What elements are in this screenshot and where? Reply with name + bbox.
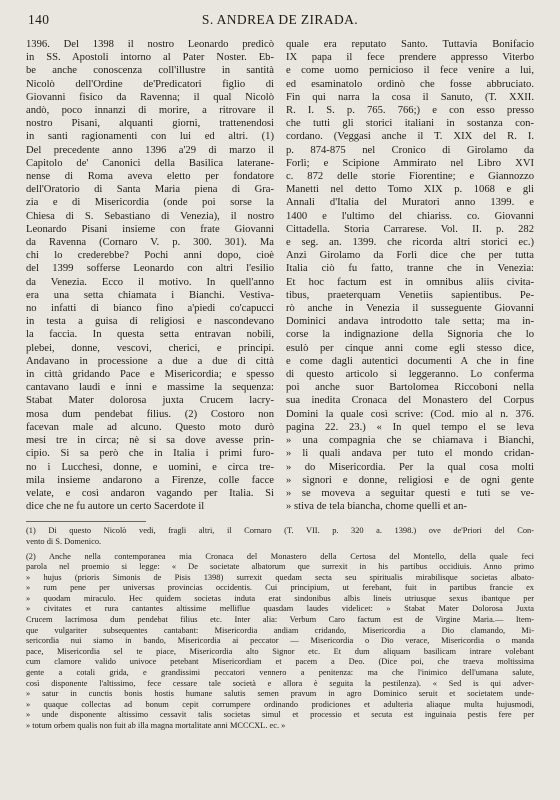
right-column-line: cordano. (Veggasi anche il T. XIX del R. I. bbox=[286, 131, 534, 143]
left-column-line: era una setta chiamata i Bianchi. Vestiva- bbox=[26, 289, 274, 301]
right-column-line: tibus, praeterquam Venetiis sapientibus. Pe- bbox=[286, 289, 534, 301]
left-column-line: la faccia. In questa setta entravan nobili, bbox=[26, 329, 274, 341]
right-column-line: IX papa il fece prendere appresso Viterbo bbox=[286, 52, 534, 64]
left-column-line: Stabat Mater dolorosa juxta Crucem lacry- bbox=[26, 395, 274, 407]
left-column-line: zia e di Misericordia (onde poi sorse la bbox=[26, 197, 274, 209]
right-column-line: e come dagli autentici documenti A che in fine bbox=[286, 355, 534, 367]
text-columns bbox=[26, 38, 534, 513]
footnote-line: (1) Di questo Nicolò vedi, fragli altri, il Cornaro (T. VII. p. 320 a. 1398.) ove de'Priori del Con- bbox=[26, 526, 534, 536]
footnote-line: pace, Misericordia sel te piace, Misericordia alto Signor etc. Et dum aliquam basilicam intrare volebant bbox=[26, 646, 534, 656]
right-column-line: Et hoc factum est in omnibus aliis civita- bbox=[286, 276, 534, 288]
right-column-line: Manetti nel detto Tomo XIX p. 1068 e gli bbox=[286, 184, 534, 196]
left-column-line: dell'Oratorio di Santa Maria piena di Gra- bbox=[26, 184, 274, 196]
left-column-line: cantavano laudi e inni e massime la sequenza: bbox=[26, 382, 274, 394]
right-column-line: Domini la quale così scrive: (Cod. mio al n. 376. bbox=[286, 408, 534, 420]
footnote-line: » unde disponente altissimo cessavit talis societas simul et processio et secuta est inguinaia pestis fere per bbox=[26, 710, 534, 720]
left-column-line: da Ravenna (Cornaro V. p. 300. 301). Ma bbox=[26, 237, 274, 249]
right-column-line: ed esaminatolo ordinò che fosse abbruciato. bbox=[286, 78, 534, 90]
left-column-line: 1396. Del 1398 il nostro Leonardo predicò bbox=[26, 39, 274, 50]
left-column-line: in testa a guisa di religiosi e nascondevano bbox=[26, 316, 274, 328]
footnote-line: parola nel proemio si legge: « De societate albatorum que surrexit in his partibus occidiuis. Anno primo bbox=[26, 562, 534, 572]
left-column-line: Capitolo de' Canonici della Basilica laterane- bbox=[26, 157, 274, 169]
left-column-line: del 1399 sofferse Leonardo con altri l'esilio bbox=[26, 263, 274, 275]
footnote-2 bbox=[26, 552, 534, 732]
right-column-line: e come uomo pernicioso il fece venire a lui, bbox=[286, 65, 534, 77]
footnote-line: così disponente l'altissimo, fece cessare tale società e allora è seguita la pestilenza). « Sed is qui adver- bbox=[26, 678, 534, 688]
left-column-line: cipio. Si sa però che in Italia i primi furo- bbox=[26, 448, 274, 460]
left-column-line: da Venezia. Ecco il motivo. In quell'anno bbox=[26, 276, 274, 288]
right-column-line: sua inedita Cronaca del Monastero del Corpus bbox=[286, 395, 534, 407]
left-column-line: be anche conoscenza coll'illustre in santità bbox=[26, 65, 274, 77]
left-column-line: in città gridando Pace e Misericordia; e spesso bbox=[26, 369, 274, 381]
left-column-line: no i Lucchesi, donne, e uomini, e circa tre- bbox=[26, 461, 274, 473]
footnote-line: » rum pene per universas provincias occidentis. Cui principium, ut ferebant, fuit in partibus francie ex bbox=[26, 583, 534, 593]
footnotes bbox=[26, 526, 534, 731]
footnote-line: sericordia nui siamo in bando, Misericordia ai peccator — Misericordia o Dio verace, Misericordia o manda bbox=[26, 636, 534, 646]
right-column-line: e seg. an. 1399. che ricorda altri storici ec.) bbox=[286, 237, 534, 249]
left-column-line: velate, e così andaron vagando per Italia. Si bbox=[26, 487, 274, 499]
left-column-line: Nicolò dell'Ordine de'Predicatori figlio di bbox=[26, 78, 274, 90]
left-column-line: chi lo crederebbe? Pochi anni dopo, cioè bbox=[26, 250, 274, 262]
footnote-line: que vulgariter subsequentes cantabant: Misericordia andiam cridando, Misericordia a Dio clamando, Mi- bbox=[26, 625, 534, 635]
right-column-line: di questo articolo si leggeranno. Lo conferma bbox=[286, 369, 534, 381]
left-column bbox=[26, 38, 274, 513]
right-column-line: R. I. S. p. 765. 766;) e con esso presso bbox=[286, 105, 534, 117]
right-column-line: p. 874-875 nel Cronico di Girolamo da bbox=[286, 144, 534, 156]
running-head bbox=[26, 10, 534, 32]
left-column-line: in SS. Apostoli intorno al Pater Noster. Eb- bbox=[26, 52, 274, 64]
footnote-line: » hujus (prioris Simonis de Pisis 1398) surrexit quedam secta seu spiritualis mirabilisque societas albato- bbox=[26, 572, 534, 582]
page-number: 140 bbox=[28, 12, 50, 27]
right-column-line: Anzi Girolamo da Forlì dice che per tutta bbox=[286, 250, 534, 262]
right-column-line: quale era reputato Santo. Tuttavia Bonifacio bbox=[286, 39, 534, 50]
right-column-line: Annali d'Italia del Muratori anno 1399. e bbox=[286, 197, 534, 209]
footnote-line: » totum orbem qualis non fuit ab illa magna mortalitate anni MCCCXL. ec. » bbox=[26, 721, 286, 730]
left-column-line: Chiesa di S. Sebastiano di Venezia), il nostro bbox=[26, 210, 274, 222]
right-column-line: Cittadella. Storia Carrarese. Vol. II. p. 282 bbox=[286, 223, 534, 235]
left-column-line: nense di Roma aveva eletto per fondatore bbox=[26, 171, 274, 183]
left-column-line: mosa dum pendebat filius. (2) Costoro non bbox=[26, 408, 274, 420]
right-column-line: Italia ciò fu fatto, tranne che in Venezia: bbox=[286, 263, 534, 275]
right-column-line: corse la indignazione della Signoria che lo bbox=[286, 329, 534, 341]
right-column-line: » signori e donne, religiosi e de ogni gente bbox=[286, 474, 534, 486]
left-column-line: no infatti di bianco fino a'piedi co'capucci bbox=[26, 303, 274, 315]
right-column-line: » stiva de tela biancha, chome quelli et an- bbox=[286, 501, 467, 513]
left-column-line: Leonardo Pisani insieme con frate Giovanni bbox=[26, 223, 274, 235]
right-column-line: 1400 e l'ultimo del chiariss. co. Giovanni bbox=[286, 210, 534, 222]
footnote-rule bbox=[26, 521, 146, 522]
left-column-line: in santi ragionamenti con lui ed altri. (1) bbox=[26, 131, 274, 143]
right-column-line: Dominici andava introdotto tale setta; ma in- bbox=[286, 316, 534, 328]
right-column-line: » se moveva a seguitar questi e tuti se ve- bbox=[286, 487, 534, 499]
footnote-line: » quodam miraculo. Hec quidem societas induta erat sindonibus albis lineis utriusque sexus ibantque per bbox=[26, 593, 534, 603]
right-column-line: » do Misericordia. Per la qual cosa molti bbox=[286, 461, 534, 473]
left-column-line: facevan male ad alcuno. Questo moto durò bbox=[26, 421, 274, 433]
left-column-line: mila insieme andarono a Firenze, colle facce bbox=[26, 474, 274, 486]
left-column-line: Giovanni fisico da Ravenna; il qual Nicolò bbox=[26, 91, 274, 103]
left-column-line: dice che ne fu autore un certo Sacerdote il bbox=[26, 501, 205, 513]
footnote-line: vento di S. Domenico. bbox=[26, 536, 102, 546]
right-column-line: esulò per cinque anni come egli stesso dice, bbox=[286, 342, 534, 354]
right-column-line: » li quali andava per tuto el mondo cridan- bbox=[286, 448, 534, 460]
right-column-line: » una compagnia che se chiamava i Bianchi, bbox=[286, 435, 534, 447]
left-column-line: nostro Pisani, alquanti giorni, trattenendosi bbox=[26, 118, 274, 130]
running-title: S. ANDREA DE ZIRADA. bbox=[201, 12, 359, 27]
left-column-line: plebei, donne, vescovi, cherici, e principi. bbox=[26, 342, 274, 354]
footnote-line: » satur in cunctis bonis hostis humane salutis semen pravum in agro Dominico seruit et societatem unde- bbox=[26, 689, 534, 699]
right-column-line: Fin qui narra la cosa il Sanuto, (T. XXII. bbox=[286, 91, 534, 103]
left-column-line: Del precedente anno 1396 a'29 di marzo il bbox=[26, 144, 274, 156]
footnote-line: (2) Anche nella contemporanea mia Cronaca del Monastero della Certosa del Montello, della quale feci bbox=[26, 551, 534, 561]
right-column-line: rò anche in Venezia il susseguente Giovanni bbox=[286, 303, 534, 315]
left-column-line: mesi tre in circa; nè si sa dove avesse prin- bbox=[26, 435, 274, 447]
right-column-line: che tutti gli storici italiani in sostanza con- bbox=[286, 118, 534, 130]
footnote-line: cum clamore valido univoce petebant Misericordiam et pacem a Deo. (Dice poi, che traeva moltissima bbox=[26, 657, 534, 667]
right-column-line: Forlì; e Scipione Ammirato nel Libro XVI bbox=[286, 157, 534, 169]
left-column-line: andò, poco innanzi di morire, a ritrovare il bbox=[26, 105, 274, 117]
footnote-line: » civitates et rura cantantes altissime melliflue quasdam laudes videlicet: » Stabat Mater Dolorosa Juxta bbox=[26, 604, 534, 614]
right-column-line: pagina 22. 23.) « In quel tempo el se leva bbox=[286, 421, 534, 433]
right-column bbox=[286, 38, 534, 513]
right-column-line: c. 872 delle storie Fiorentine; e Giannozzo bbox=[286, 171, 534, 183]
footnote-line: Crucem lacrimosa dum pendebat filius etc. Inter alia: Verbum Caro factum est de Virgine Maria.— Item- bbox=[26, 615, 534, 625]
footnote-line: » quaque collectas ad bonum cepit corrumpere ordinando prodiciones et adulteria aliaque multa hujusmodi, bbox=[26, 699, 534, 709]
footnote-line: gente a cotali grida, e grandissimi peccatori vennero a penitenza: ma che l'inimico dell'umana salute, bbox=[26, 668, 534, 678]
right-column-line: poi anche suor Bartolomea Riccoboni nella bbox=[286, 382, 534, 394]
footnote-1 bbox=[26, 526, 534, 547]
left-column-line: Andavano in processione a due a due di città bbox=[26, 355, 274, 367]
